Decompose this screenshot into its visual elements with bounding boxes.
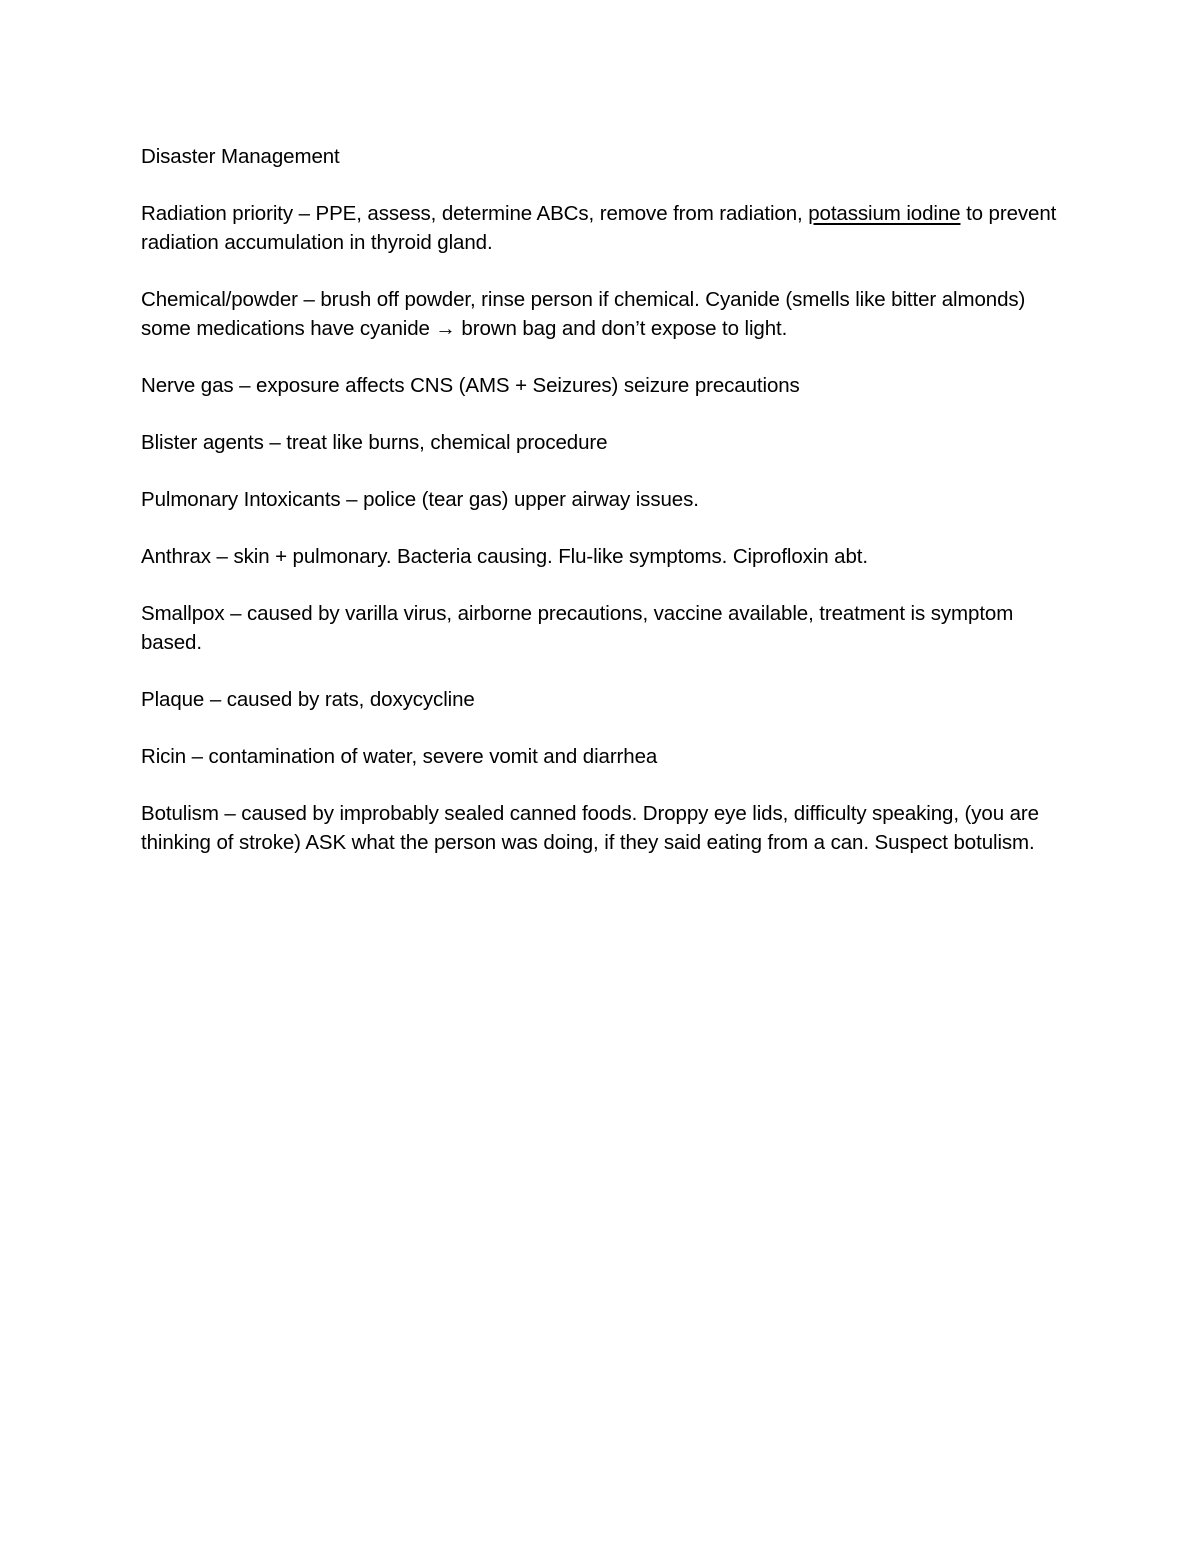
paragraph-plaque: Plaque – caused by rats, doxycycline <box>141 688 475 711</box>
paragraph-radiation <box>141 199 1071 257</box>
document-title: Disaster Management <box>141 145 340 168</box>
paragraph-anthrax: Anthrax – skin + pulmonary. Bacteria causing. Flu-like symptoms. Ciprofloxin abt. <box>141 545 868 568</box>
paragraph-botulism: Botulism – caused by improbably sealed canned foods. Droppy eye lids, difficulty speaking, (you are thinking of stroke) ASK what the person was doing, if they said eating from a can. Suspect botulism. <box>141 802 1039 854</box>
radiation-text: Radiation priority – PPE, assess, determine ABCs, remove from radiation, <box>141 202 809 225</box>
chemical-text: Chemical/powder – brush off powder, rinse person if chemical. Cyanide (smells like bitter almonds) some medications have cyanide <box>141 288 1026 340</box>
paragraph-pulmonary-intoxicants: Pulmonary Intoxicants – police (tear gas) upper airway issues. <box>141 488 699 511</box>
right-arrow-icon: → <box>435 317 456 340</box>
paragraph-chemical <box>141 285 1071 343</box>
paragraph-smallpox: Smallpox – caused by varilla virus, airborne precautions, vaccine available, treatment is symptom based. <box>141 602 1014 654</box>
chemical-text-end: brown bag and don’t expose to light. <box>455 317 788 340</box>
potassium-iodine-underlined: potassium iodine <box>808 202 961 225</box>
paragraph-blister-agents: Blister agents – treat like burns, chemical procedure <box>141 431 608 454</box>
radiation-text-end: to prevent radiation accumulation in thyroid gland. <box>141 202 1057 254</box>
document-body <box>141 142 1071 885</box>
paragraph-ricin: Ricin – contamination of water, severe vomit and diarrhea <box>141 745 658 768</box>
paragraph-nerve-gas: Nerve gas – exposure affects CNS (AMS + Seizures) seizure precautions <box>141 374 800 397</box>
